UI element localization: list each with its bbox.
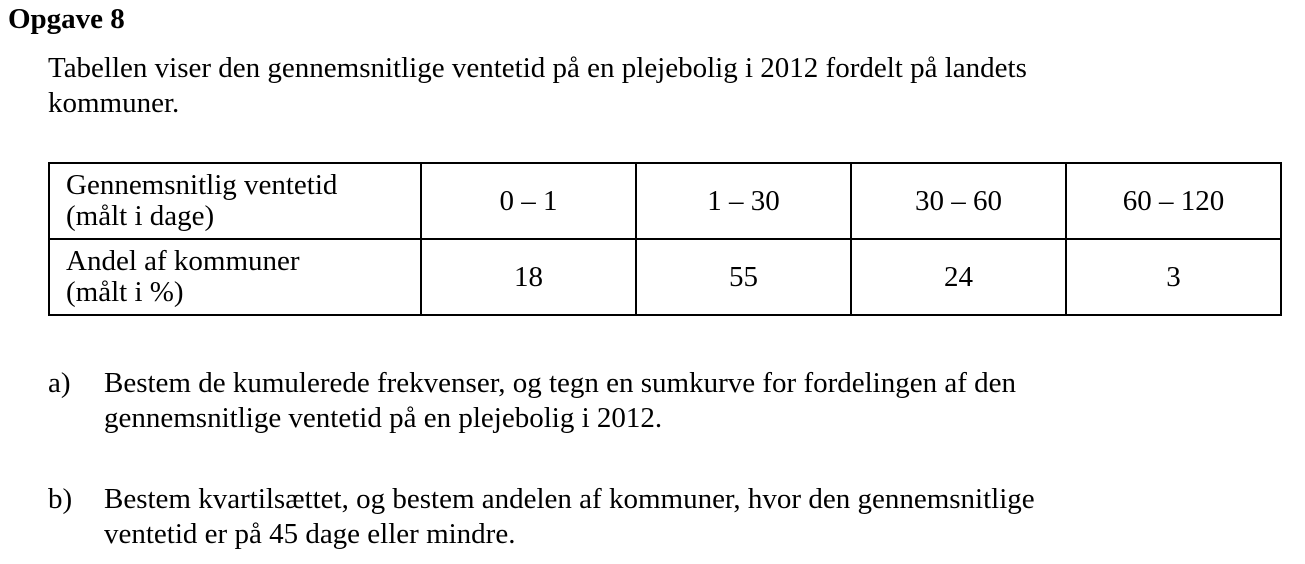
table-cell: 30 – 60 bbox=[851, 163, 1066, 239]
question-line: gennemsnitlige ventetid på en plejebolig i 2012. bbox=[104, 402, 663, 434]
table-cell: 18 bbox=[421, 239, 636, 315]
table-row bbox=[49, 163, 1281, 239]
exercise-title: Opgave 8 bbox=[8, 3, 125, 35]
question-line: ventetid er på 45 dage eller mindre. bbox=[104, 518, 516, 550]
question-letter: a) bbox=[48, 367, 71, 399]
table-cell: 24 bbox=[851, 239, 1066, 315]
table-cell: 1 – 30 bbox=[636, 163, 851, 239]
row-header-line: Gennemsnitlig ventetid bbox=[66, 169, 338, 201]
table-cell: 3 bbox=[1066, 239, 1281, 315]
question-text bbox=[104, 366, 1016, 436]
intro-line: Tabellen viser den gennemsnitlige ventetid på en plejebolig i 2012 fordelt på landets bbox=[48, 52, 1027, 84]
row-header-share bbox=[49, 239, 421, 315]
intro-line: kommuner. bbox=[48, 87, 180, 119]
intro-paragraph bbox=[48, 51, 1288, 121]
waiting-time-table bbox=[48, 162, 1282, 316]
question-line: Bestem kvartilsættet, og bestem andelen af kommuner, hvor den gennemsnitlige bbox=[104, 483, 1035, 515]
row-header-line: (målt i %) bbox=[66, 276, 184, 308]
table-cell: 55 bbox=[636, 239, 851, 315]
question-line: Bestem de kumulerede frekvenser, og tegn en sumkurve for fordelingen af den bbox=[104, 367, 1017, 399]
row-header-waiting-time bbox=[49, 163, 421, 239]
table-cell: 60 – 120 bbox=[1066, 163, 1281, 239]
row-header-line: (målt i dage) bbox=[66, 200, 215, 232]
table-cell: 0 – 1 bbox=[421, 163, 636, 239]
question-text bbox=[104, 482, 1035, 552]
question-letter: b) bbox=[48, 483, 73, 515]
table-row bbox=[49, 239, 1281, 315]
row-header-line: Andel af kommuner bbox=[66, 245, 300, 277]
